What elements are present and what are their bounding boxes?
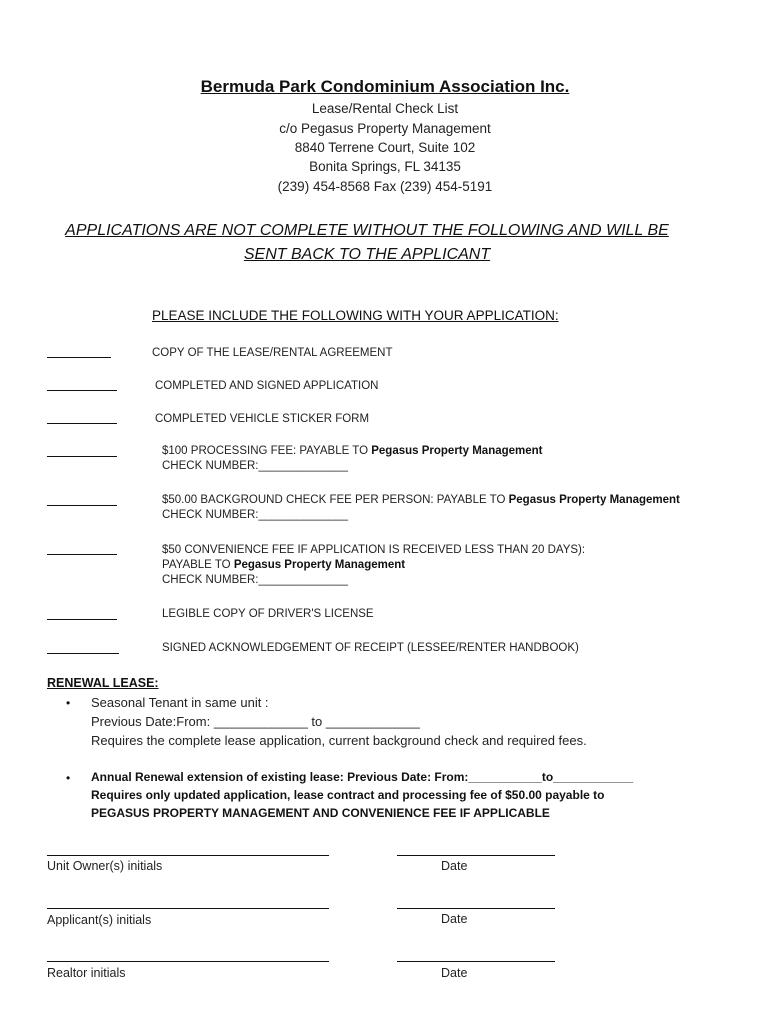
background-fee-payee: Pegasus Property Management bbox=[508, 494, 680, 506]
annual-line-1: Annual Renewal extension of existing lease: Previous Date: From:___________to____________ bbox=[91, 770, 634, 784]
seasonal-requires: Requires the complete lease application, current background check and required fees. bbox=[91, 733, 587, 748]
document-subtitle: Lease/Rental Check List bbox=[311, 101, 459, 116]
item-vehicle: COMPLETED VEHICLE STICKER FORM bbox=[155, 413, 370, 425]
realtor-date-line[interactable] bbox=[397, 961, 555, 962]
seasonal-title: Seasonal Tenant in same unit : bbox=[91, 695, 269, 710]
bullet-seasonal: • bbox=[66, 696, 71, 710]
owner-initials-label: Unit Owner(s) initials bbox=[47, 859, 163, 873]
warning-line-2: SENT BACK TO THE APPLICANT bbox=[243, 246, 491, 263]
item-convenience-fee bbox=[162, 543, 585, 588]
owner-date-label: Date bbox=[441, 859, 468, 873]
checkbox-line-convenience-fee[interactable] bbox=[47, 554, 117, 555]
processing-check-number: CHECK NUMBER:______________ bbox=[162, 460, 349, 472]
annual-line-3: PEGASUS PROPERTY MANAGEMENT AND CONVENIENCE FEE IF APPLICABLE bbox=[91, 806, 550, 820]
checkbox-line-vehicle[interactable] bbox=[47, 423, 117, 424]
renewal-heading: RENEWAL LEASE: bbox=[47, 676, 159, 690]
background-fee-text: $50.00 BACKGROUND CHECK FEE PER PERSON: PAYABLE TO bbox=[162, 494, 506, 506]
realtor-initials-line[interactable] bbox=[47, 961, 329, 962]
processing-fee-text: $100 PROCESSING FEE: PAYABLE TO bbox=[162, 445, 369, 457]
applicant-date-line[interactable] bbox=[397, 908, 555, 909]
convenience-payable-label: PAYABLE TO bbox=[162, 559, 231, 571]
processing-fee-payee: Pegasus Property Management bbox=[371, 445, 543, 457]
include-heading: PLEASE INCLUDE THE FOLLOWING WITH YOUR APPLICATION: bbox=[152, 308, 559, 323]
phone-fax-line: (239) 454-8568 Fax (239) 454-5191 bbox=[277, 179, 493, 194]
checkbox-line-acknowledgement[interactable] bbox=[47, 653, 119, 654]
convenience-check-number: CHECK NUMBER:______________ bbox=[162, 574, 349, 586]
checkbox-line-application[interactable] bbox=[47, 390, 117, 391]
checkbox-line-background-fee[interactable] bbox=[47, 505, 117, 506]
warning-line-1: APPLICATIONS ARE NOT COMPLETE WITHOUT THE FOLLOWING AND WILL BE bbox=[65, 222, 669, 239]
address-line-1: 8840 Terrene Court, Suite 102 bbox=[294, 140, 476, 155]
convenience-fee-text: $50 CONVENIENCE FEE IF APPLICATION IS RECEIVED LESS THAN 20 DAYS): bbox=[162, 544, 586, 556]
applicant-date-label: Date bbox=[441, 912, 468, 926]
seasonal-dates: Previous Date:From: _____________ to _____________ bbox=[91, 714, 420, 729]
care-of-line: c/o Pegasus Property Management bbox=[279, 121, 491, 136]
seasonal-tenant-block bbox=[91, 693, 587, 750]
item-license: LEGIBLE COPY OF DRIVER'S LICENSE bbox=[162, 608, 374, 620]
realtor-date-label: Date bbox=[441, 966, 468, 980]
owner-date-line[interactable] bbox=[397, 855, 555, 856]
annual-line-2: Requires only updated application, lease contract and processing fee of $50.00 payable to bbox=[91, 788, 605, 802]
realtor-initials-label: Realtor initials bbox=[47, 966, 126, 980]
convenience-fee-payee: Pegasus Property Management bbox=[233, 559, 406, 571]
document-title: Bermuda Park Condominium Association Inc. bbox=[200, 77, 570, 96]
item-processing-fee bbox=[162, 444, 543, 474]
item-application: COMPLETED AND SIGNED APPLICATION bbox=[155, 380, 379, 392]
checkbox-line-license[interactable] bbox=[47, 619, 117, 620]
applicant-initials-label: Applicant(s) initials bbox=[47, 913, 152, 927]
checkbox-line-processing-fee[interactable] bbox=[47, 456, 117, 457]
checkbox-line-lease[interactable] bbox=[47, 357, 111, 358]
item-lease: COPY OF THE LEASE/RENTAL AGREEMENT bbox=[152, 347, 393, 359]
annual-renewal-block bbox=[91, 768, 633, 822]
owner-initials-line[interactable] bbox=[47, 855, 329, 856]
item-acknowledgement: SIGNED ACKNOWLEDGEMENT OF RECEIPT (LESSEE/RENTER HANDBOOK) bbox=[162, 642, 579, 654]
applicant-initials-line[interactable] bbox=[47, 908, 329, 909]
bullet-annual: • bbox=[66, 771, 71, 785]
address-line-2: Bonita Springs, FL 34135 bbox=[309, 159, 461, 174]
background-check-number: CHECK NUMBER:______________ bbox=[162, 509, 349, 521]
item-background-fee bbox=[162, 493, 680, 523]
